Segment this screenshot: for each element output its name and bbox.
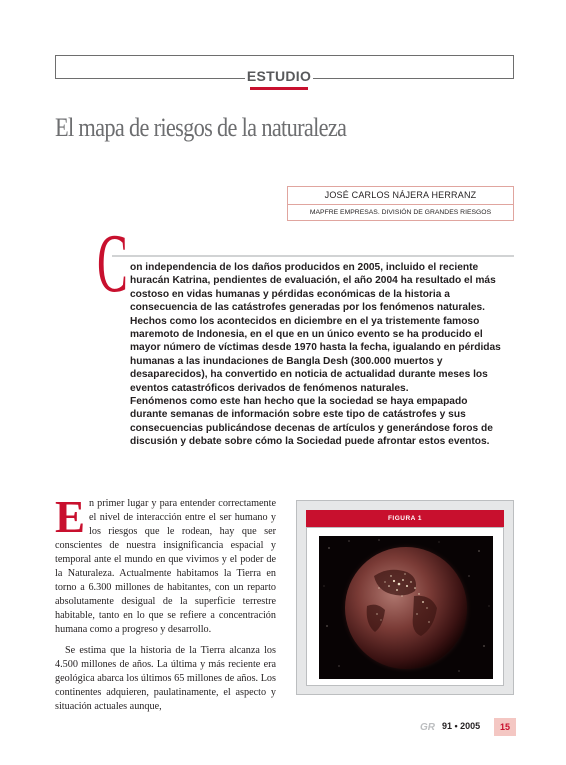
- author-name: JOSÉ CARLOS NÁJERA HERRANZ: [288, 187, 513, 205]
- earth-globe-image: [319, 536, 493, 679]
- figure-frame: [306, 527, 504, 686]
- section-label: ESTUDIO: [246, 68, 312, 84]
- lead-dropcap: C: [97, 217, 128, 310]
- section-underline: [250, 87, 308, 90]
- page-number: 15: [494, 718, 516, 736]
- lead-paragraph-1: on independencia de los daños producidos en 2005, incluido el reciente huracán Katrina, pendientes de evaluación, el año 2004 ha resultado el más costoso en vidas humanas y pérdidas económicas de la historia a consecuencia de las catástrofes generadas por los fenómenos naturales. Hechos como los acontecidos en diciembre en el ya tristemente famoso maremoto de Indonesia, en el que en un único evento se ha producido el mayor número de víctimas desde 1970 hasta la fecha, igualando en pérdidas humanas a las inundaciones de Bangla Desh (300.000 muertos y desaparecidos), ha convertido en noticia de actualidad durante meses los eventos catastróficos derivados de fenómenos naturales.: [130, 262, 501, 394]
- globe-illustration: [319, 536, 493, 679]
- figure-label: FIGURA 1: [306, 510, 504, 527]
- svg-text:GR: GR: [420, 722, 435, 731]
- body-paragraph-2: Se estima que la historia de la Tierra alcanza los 4.500 millones de años. La última y más reciente era geológica abarca los últimos 65 millones de años. Los continentes adquieren, paulatinamente, el aspecto y situación actuales aunque,: [55, 645, 276, 712]
- article-title: El mapa de riesgos de la naturaleza: [55, 113, 347, 142]
- body-paragraph-1: [55, 492, 276, 637]
- section-tag: [245, 67, 313, 93]
- body-dropcap: E: [55, 492, 86, 542]
- body-column: [55, 492, 276, 721]
- figure-panel: [296, 500, 514, 695]
- author-box: [287, 186, 514, 221]
- page-footer: [408, 719, 516, 737]
- lead-rule: [112, 255, 514, 257]
- author-affiliation: MAPFRE EMPRESAS. DIVISIÓN DE GRANDES RIESGOS: [309, 209, 492, 216]
- lead-paragraph-2: Fenómenos como este han hecho que la sociedad se haya empapado durante semanas de información sobre este tipo de catástrofes y sus consecuencias publicándose decenas de artículos y generándose foros de discusión y debate sobre cómo la Sociedad puede afrontar estos eventos.: [130, 396, 493, 448]
- issue-number: 91 • 2005: [442, 721, 481, 731]
- body-paragraph-1-text: n primer lugar y para entender correctamente el nivel de interacción entre el ser humano y los riesgos que le rodean, hay que ser conscientes de nuestra insignificancia espacial y temporal ante el mundo en que vivimos y el poder de la Naturaleza. Actualmente habitamos la Tierra en torno a 6.300 millones de habitantes, con un reparto absolutamente desigual de la superficie terrestre habitable, tanto en lo que se refiere a concentración humana como a progreso y desarrollo.: [55, 498, 276, 635]
- lead-text: [130, 261, 505, 449]
- gr-logo-icon: [420, 721, 436, 731]
